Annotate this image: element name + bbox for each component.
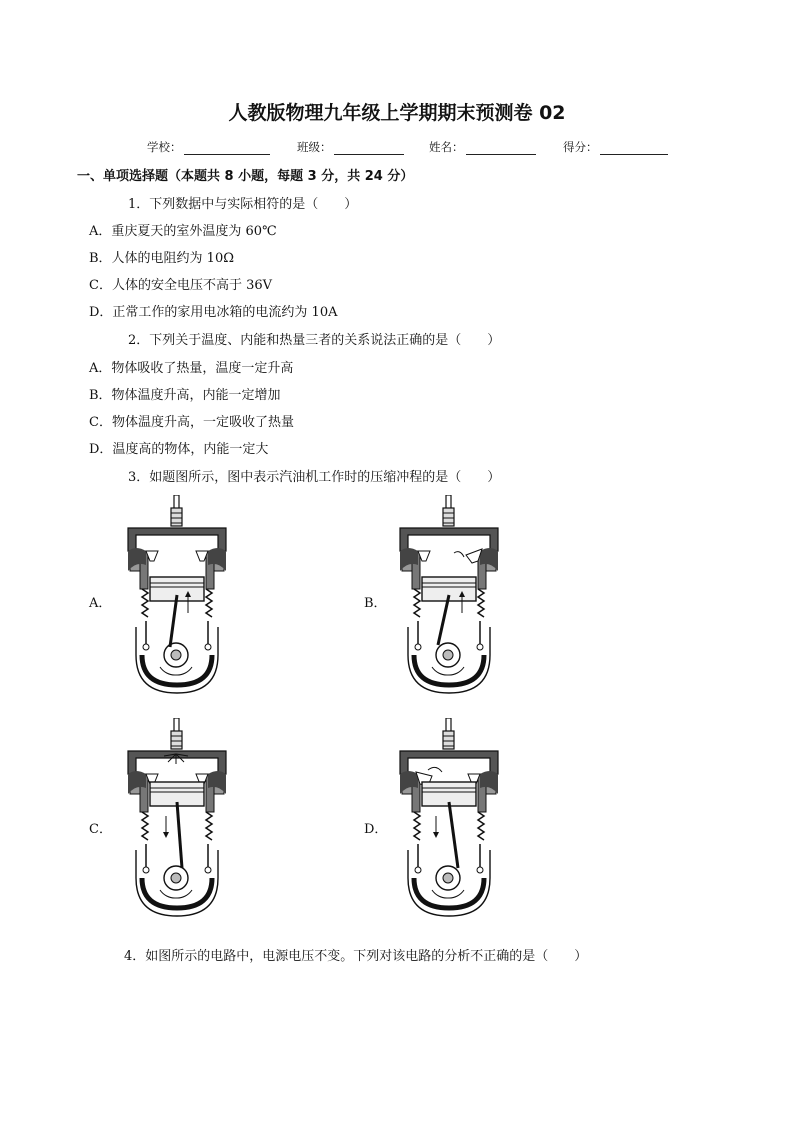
q1-option-c[interactable]: C．人体的安全电压不高于 36V xyxy=(89,278,273,293)
engine-diagram-c[interactable] xyxy=(116,718,240,928)
class-blank[interactable] xyxy=(334,140,404,155)
score-label: 得分： xyxy=(563,140,598,154)
page-title: 人教版物理九年级上学期期末预测卷 02 xyxy=(228,102,566,124)
q1-option-b[interactable]: B．人体的电阻约为 10Ω xyxy=(89,251,235,266)
q3-option-c-label[interactable]: C． xyxy=(89,822,112,837)
class-field[interactable] xyxy=(297,139,404,155)
name-field[interactable] xyxy=(429,139,536,155)
class-label: 班级： xyxy=(297,140,332,154)
name-blank[interactable] xyxy=(466,140,536,155)
engine-diagram-b[interactable] xyxy=(388,495,512,705)
school-label: 学校： xyxy=(147,140,182,154)
info-row xyxy=(0,139,794,157)
question-4-stem: 4．如图所示的电路中，电源电压不变。下列对该电路的分析不正确的是（ ） xyxy=(124,949,588,964)
school-blank[interactable] xyxy=(184,140,270,155)
question-2-stem: 2．下列关于温度、内能和热量三者的关系说法正确的是（ ） xyxy=(128,333,501,348)
section-heading: 一、单项选择题（本题共 8 小题，每题 3 分，共 24 分） xyxy=(77,169,414,184)
question-1-stem: 1．下列数据中与实际相符的是（ ） xyxy=(128,197,358,212)
score-blank[interactable] xyxy=(600,140,668,155)
engine-diagram-a[interactable] xyxy=(116,495,240,705)
q2-option-c[interactable]: C．物体温度升高，一定吸收了热量 xyxy=(89,415,294,430)
q3-option-a-label[interactable]: A． xyxy=(89,596,112,611)
q2-option-b[interactable]: B．物体温度升高，内能一定增加 xyxy=(89,388,281,403)
q1-option-a[interactable]: A．重庆夏天的室外温度为 60℃ xyxy=(89,224,277,239)
school-field[interactable] xyxy=(147,139,270,155)
q2-option-d[interactable]: D．温度高的物体，内能一定大 xyxy=(89,442,269,457)
q3-option-d-label[interactable]: D． xyxy=(364,822,388,837)
q1-option-d[interactable]: D．正常工作的家用电冰箱的电流约为 10A xyxy=(89,305,338,320)
name-label: 姓名： xyxy=(429,140,464,154)
q2-option-a[interactable]: A．物体吸收了热量，温度一定升高 xyxy=(89,361,294,376)
engine-diagram-d[interactable] xyxy=(388,718,512,928)
question-3-stem: 3．如题图所示，图中表示汽油机工作时的压缩冲程的是（ ） xyxy=(128,470,501,485)
q3-option-b-label[interactable]: B． xyxy=(364,596,387,611)
score-field[interactable] xyxy=(563,139,668,155)
